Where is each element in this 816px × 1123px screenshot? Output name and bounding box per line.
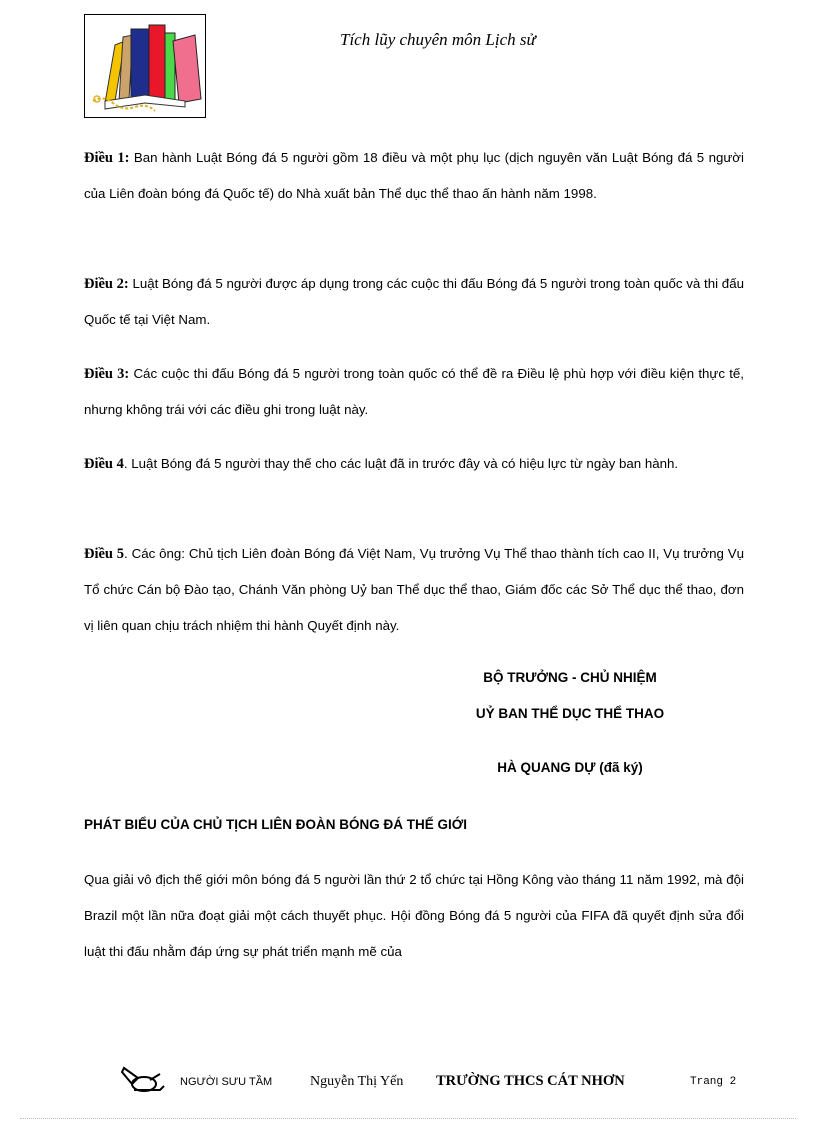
article-label: Điều 1: [84,150,130,166]
section-heading: PHÁT BIỂU CỦA CHỦ TỊCH LIÊN ĐOÀN BÓNG ĐÁ THẾ GIỚI [84,817,468,832]
writing-hand-icon [120,1064,166,1096]
article-label: Điều 3: [84,366,130,382]
page-footer [0,1064,816,1100]
article-2 [84,266,744,338]
signature-name: HÀ QUANG DỰ (đã ký) [497,760,643,775]
article-4 [84,446,744,482]
signature-title: BỘ TRƯỞNG - CHỦ NHIỆM [483,670,657,685]
article-1 [84,140,744,212]
article-label: Điều 4 [84,456,124,472]
speech-paragraph: Qua giải vô địch thế giới môn bóng đá 5 người lần thứ 2 tổ chức tại Hồng Kông vào tháng 11 năm 1992, mà đội Brazil một lần nữa đoạt giải một cách thuyết phục. Hội đồng Bóng đá 5 người của FIFA đã quyết định sửa đổi luật thi đấu nhằm đáp ứng sự phát triển mạnh mẽ của [84,872,744,959]
collector-label: NGƯỜI SƯU TẦM [180,1076,273,1088]
page-bottom-divider [20,1118,796,1119]
article-text: . Các ông: Chủ tịch Liên đoàn Bóng đá Việt Nam, Vụ trưởng Vụ Thể thao thành tích cao II, Vụ trưởng Vụ Tổ chức Cán bộ Đào tạo, Chánh Văn phòng Uỷ ban Thể dục thể thao, Giám đốc các Sở Thể dục thể thao, đơn vị liên quan chịu trách nhiệm thi hành Quyết định này. [84,546,745,633]
article-3 [84,356,744,428]
article-text: Luật Bóng đá 5 người được áp dụng trong các cuộc thi đấu Bóng đá 5 người trong toàn quốc và thi đấu Quốc tế tại Việt Nam. [84,276,744,327]
article-text: . Luật Bóng đá 5 người thay thế cho các luật đã in trước đây và có hiệu lực từ ngày ban hành. [123,456,679,471]
article-text: Ban hành Luật Bóng đá 5 người gồm 18 điều và một phụ lục (dịch nguyên văn Luật Bóng đá 5 người của Liên đoàn bóng đá Quốc tế) do Nhà xuất bản Thể dục thể thao ấn hành năm 1998. [84,150,744,201]
page-header-title: Tích lũy chuyên môn Lịch sử [340,30,536,49]
school-name: TRƯỜNG THCS CÁT NHƠN [436,1073,625,1089]
books-icon [85,15,205,117]
collector-name: Nguyễn Thị Yến [310,1074,404,1089]
article-text: Các cuộc thi đấu Bóng đá 5 người trong toàn quốc có thể đề ra Điều lệ phù hợp với điều kiện thực tế, nhưng không trái với các điều ghi trong luật này. [84,366,744,417]
signature-organization: UỶ BAN THỂ DỤC THỂ THAO [475,706,665,721]
article-label: Điều 5 [84,546,125,562]
article-label: Điều 2: [84,276,129,292]
page-number: Trang 2 [690,1076,737,1088]
article-5 [84,536,744,644]
books-logo [84,14,206,118]
